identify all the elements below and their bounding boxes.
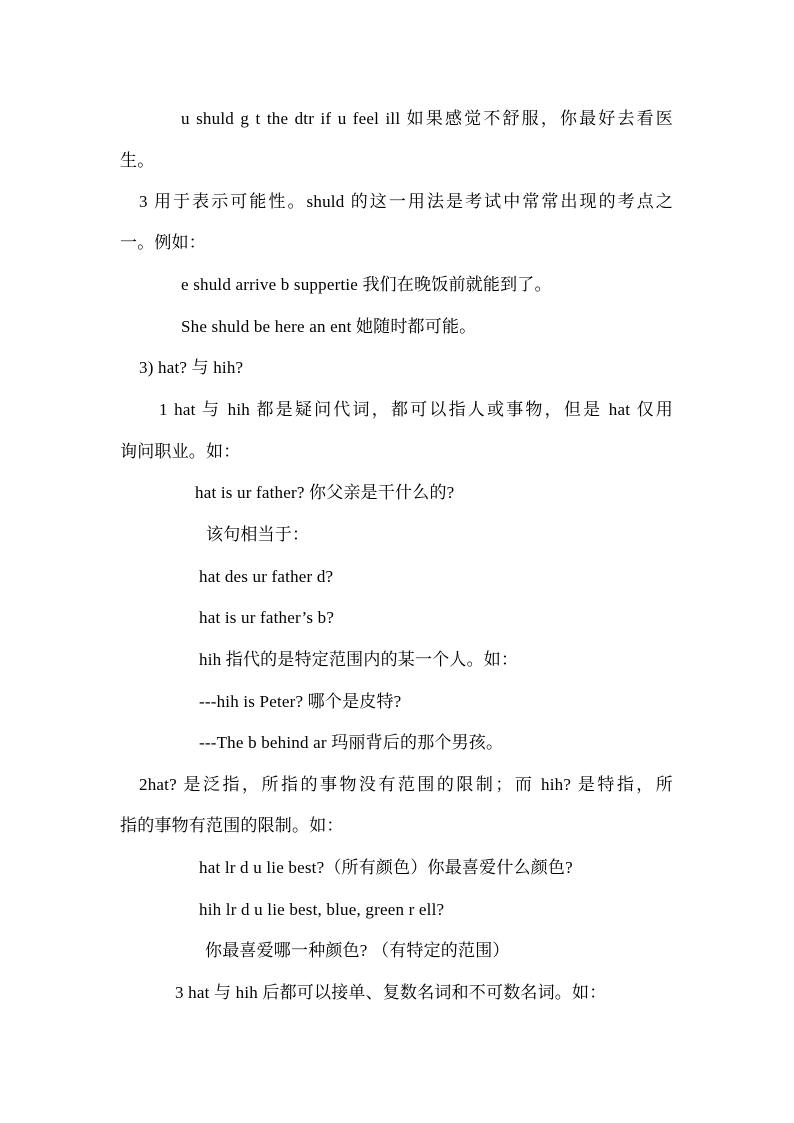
note-which: hih 指代的是特定范围内的某一个人。如：	[199, 650, 519, 669]
translation-which-colour: 你最喜爱哪一种颜色? （有特定的范围）	[205, 941, 510, 960]
text-continuation: 一。例如：	[120, 233, 206, 252]
example-sentence-supper: e shuld arrive b suppertie 我们在晚饭前就能到了。	[181, 275, 552, 294]
example-sentence-which-colour: hih lr d u lie best, blue, green r ell?	[199, 900, 445, 919]
text-continuation: 生。	[120, 151, 155, 170]
note-equivalent: 该句相当于：	[206, 525, 310, 544]
dialogue-question: ---hih is Peter? 哪个是皮特?	[199, 692, 402, 711]
example-sentence-here: She shuld be here an ent 她随时都可能。	[181, 317, 477, 336]
point-3b-heading: 3 hat 与 hih 后都可以接单、复数名词和不可数名词。如：	[175, 983, 607, 1002]
point-1-heading: 1 hat 与 hih 都是疑问代词，都可以指人或事物，但是 hat 仅用	[159, 400, 673, 419]
example-sentence-job: hat is ur father’s b?	[199, 608, 335, 627]
example-sentence-does: hat des ur father d?	[199, 567, 334, 586]
point-3-heading: 3 用于表示可能性。shuld 的这一用法是考试中常常出现的考点之	[139, 192, 673, 211]
example-sentence-colour: hat lr d u lie best?（所有颜色）你最喜爱什么颜色?	[199, 858, 573, 877]
example-sentence-ill: u shuld g t the dtr if u feel ill 如果感觉不舒服，你最好去看医	[181, 109, 673, 128]
text-continuation: 指的事物有范围的限制。如：	[120, 816, 344, 835]
text-continuation: 询问职业。如：	[120, 442, 241, 461]
section-heading-what-which: 3) hat? 与 hih?	[139, 358, 244, 377]
point-2-heading: 2hat? 是泛指，所指的事物没有范围的限制；而 hih? 是特指，所	[139, 775, 673, 794]
example-sentence-father: hat is ur father? 你父亲是干什么的?	[195, 483, 455, 502]
dialogue-answer: ---The b behind ar 玛丽背后的那个男孩。	[199, 733, 504, 752]
